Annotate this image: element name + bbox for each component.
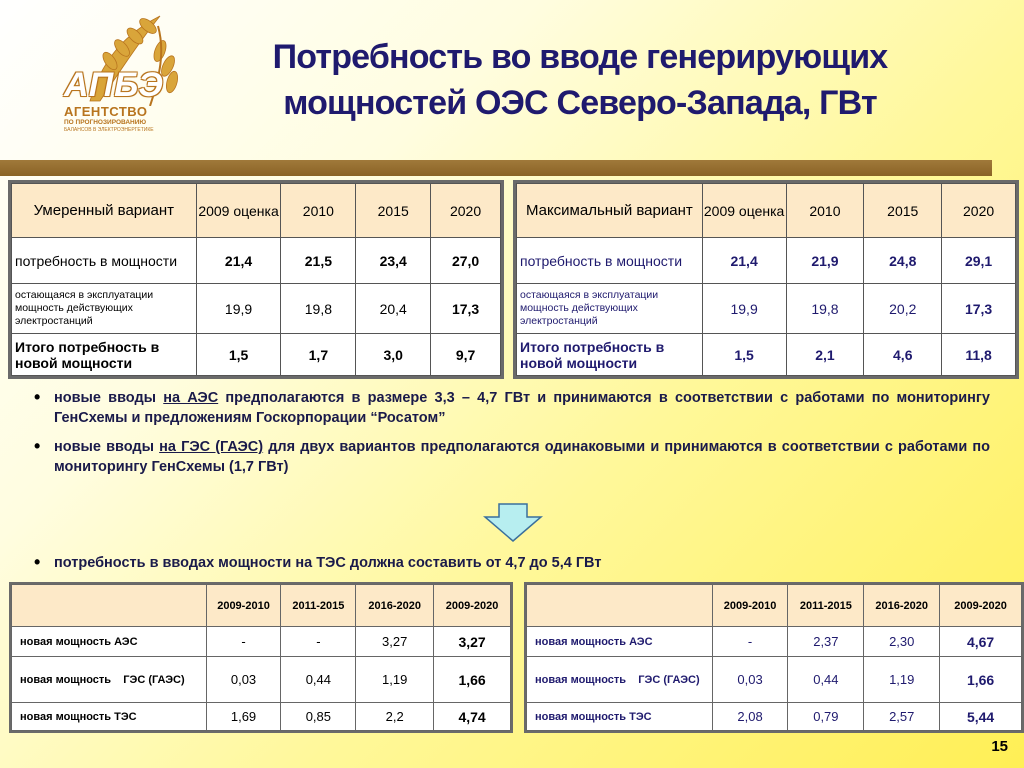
table-header-cell: 2011-2015 (788, 585, 864, 627)
table-cell: 0,44 (281, 657, 356, 703)
table-cell: 21,5 (281, 238, 356, 284)
table-header-cell (12, 585, 207, 627)
slide-title (200, 34, 960, 126)
table-row (12, 657, 511, 703)
new-capacity-right-table (526, 584, 1022, 731)
table-cell: 2,08 (712, 703, 788, 731)
table-cell: - (712, 627, 788, 657)
bullet-tpp (34, 553, 990, 573)
table-cell: 0,03 (206, 657, 281, 703)
table-cell: 17,3 (431, 284, 501, 334)
row-label: новая мощность ТЭС (12, 703, 207, 731)
bullet-list-bottom (34, 553, 990, 573)
table-header-cell: 2009 оценка (196, 184, 281, 238)
bullet-underlined: на АЭС (163, 390, 219, 406)
table-header-row (527, 585, 1022, 627)
table-header-cell: 2009-2020 (940, 585, 1022, 627)
table-cell: 0,85 (281, 703, 356, 731)
row-label: новая мощность ГЭС (ГАЭС) (527, 657, 713, 703)
row-label: остающаяся в эксплуатации мощность действующих электростанций (517, 284, 703, 334)
table-header-cell: 2016-2020 (864, 585, 940, 627)
row-label: Итого потребность в новой мощности (12, 334, 197, 376)
table-cell: 2,57 (864, 703, 940, 731)
table-cell: 24,8 (864, 238, 942, 284)
page-number: 15 (991, 738, 1008, 755)
table-cell: 2,30 (864, 627, 940, 657)
table-row (517, 334, 1016, 376)
logo-subtitle-2: БАЛАНСОВ В ЭЛЕКТРОЭНЕРГЕТИКЕ (64, 127, 154, 133)
table-cell: 4,74 (434, 703, 511, 731)
table-header-cell: 2009-2020 (434, 585, 511, 627)
table-cell: 3,0 (356, 334, 431, 376)
row-label: новая мощность ГЭС (ГАЭС) (12, 657, 207, 703)
table-header-cell: Максимальный вариант (517, 184, 703, 238)
table-cell: 23,4 (356, 238, 431, 284)
table-header-cell: 2020 (431, 184, 501, 238)
bullet-list-top (34, 388, 990, 477)
table-header-cell: 2010 (281, 184, 356, 238)
table-cell: 1,19 (864, 657, 940, 703)
slide-title-line-2: мощностей ОЭС Северо-Запада, ГВт (283, 84, 877, 122)
maximum-table-frame (513, 180, 1019, 379)
table-header-cell (527, 585, 713, 627)
table-header-cell: 2009-2010 (712, 585, 788, 627)
table-cell: 1,7 (281, 334, 356, 376)
table-header-cell: Умеренный вариант (12, 184, 197, 238)
moderate-table-frame (8, 180, 504, 379)
table-header-row (517, 184, 1016, 238)
row-label: потребность в мощности (517, 238, 703, 284)
table-header-cell: 2009-2010 (206, 585, 281, 627)
table-row (12, 238, 501, 284)
table-header-cell: 2009 оценка (702, 184, 786, 238)
maximum-variant-table (516, 183, 1016, 376)
row-label: Итого потребность в новой мощности (517, 334, 703, 376)
row-label: потребность в мощности (12, 238, 197, 284)
table-header-row (12, 585, 511, 627)
table-row (527, 657, 1022, 703)
table-row (517, 284, 1016, 334)
table-cell: 27,0 (431, 238, 501, 284)
bullet-text: для двух вариантов предполагаются одинаковыми и принимаются в соответствии с работами по мониторингу ГенСхемы (1,7 ГВт) (54, 439, 990, 475)
table-row (527, 703, 1022, 731)
row-label: новая мощность АЭС (527, 627, 713, 657)
table-cell: 20,4 (356, 284, 431, 334)
agency-logo (30, 6, 190, 136)
table-header-cell: 2015 (356, 184, 431, 238)
table-header-cell: 2016-2020 (356, 585, 434, 627)
table-cell: 19,9 (702, 284, 786, 334)
bullet-text: потребность в вводах мощности на ТЭС должна составить от 4,7 до 5,4 ГВт (54, 555, 602, 571)
table-cell: 5,44 (940, 703, 1022, 731)
table-cell: 0,03 (712, 657, 788, 703)
table-cell: 2,1 (786, 334, 864, 376)
logo-abbreviation: АПБЭ (64, 66, 164, 104)
table-row (12, 703, 511, 731)
logo-subtitle-1: ПО ПРОГНОЗИРОВАНИЮ (64, 119, 147, 126)
bullet-hpp (34, 437, 990, 477)
row-label: новая мощность ТЭС (527, 703, 713, 731)
bullet-text: новые вводы (54, 439, 160, 455)
table-row (12, 627, 511, 657)
table-cell: 1,66 (940, 657, 1022, 703)
table-header-cell: 2020 (942, 184, 1016, 238)
bullet-text: предполагаются в размере 3,3 – 4,7 ГВт и принимаются в соответствии с работами по мониторингу ГенСхемы и предложениям Госкорпорации “Росатом” (54, 390, 990, 426)
table-cell: 3,27 (434, 627, 511, 657)
table-cell: 1,69 (206, 703, 281, 731)
table-cell: 29,1 (942, 238, 1016, 284)
new-capacity-right-frame (524, 582, 1024, 733)
table-cell: 4,6 (864, 334, 942, 376)
table-cell: 21,9 (786, 238, 864, 284)
down-arrow-icon (483, 503, 543, 543)
bullet-underlined: на ГЭС (ГАЭС) (159, 439, 264, 455)
new-capacity-left-frame (9, 582, 513, 733)
table-cell: 1,66 (434, 657, 511, 703)
table-cell: 3,27 (356, 627, 434, 657)
table-cell: 1,5 (702, 334, 786, 376)
table-cell: 20,2 (864, 284, 942, 334)
bullet-text: новые вводы (54, 390, 164, 406)
table-cell: 1,19 (356, 657, 434, 703)
row-label: остающаяся в эксплуатации мощность действующих электростанций (12, 284, 197, 334)
table-cell: 0,44 (788, 657, 864, 703)
table-cell: 9,7 (431, 334, 501, 376)
table-cell: - (206, 627, 281, 657)
moderate-variant-table (11, 183, 501, 376)
header-divider (0, 160, 992, 176)
row-label: новая мощность АЭС (12, 627, 207, 657)
table-cell: 2,2 (356, 703, 434, 731)
new-capacity-left-table (11, 584, 511, 731)
table-header-cell: 2015 (864, 184, 942, 238)
table-row (12, 284, 501, 334)
table-row (12, 334, 501, 376)
table-cell: 4,67 (940, 627, 1022, 657)
table-cell: 0,79 (788, 703, 864, 731)
table-cell: 21,4 (196, 238, 281, 284)
table-cell: 17,3 (942, 284, 1016, 334)
table-cell: 21,4 (702, 238, 786, 284)
table-cell: 1,5 (196, 334, 281, 376)
slide-title-line-1: Потребность во вводе генерирующих (272, 38, 888, 76)
table-cell: 19,8 (281, 284, 356, 334)
logo-name: АГЕНТСТВО (64, 104, 148, 119)
table-header-row (12, 184, 501, 238)
table-cell: 19,9 (196, 284, 281, 334)
table-header-cell: 2011-2015 (281, 585, 356, 627)
table-cell: 2,37 (788, 627, 864, 657)
bullet-npp (34, 388, 990, 428)
table-header-cell: 2010 (786, 184, 864, 238)
table-cell: - (281, 627, 356, 657)
table-row (527, 627, 1022, 657)
table-row (517, 238, 1016, 284)
table-cell: 11,8 (942, 334, 1016, 376)
table-cell: 19,8 (786, 284, 864, 334)
